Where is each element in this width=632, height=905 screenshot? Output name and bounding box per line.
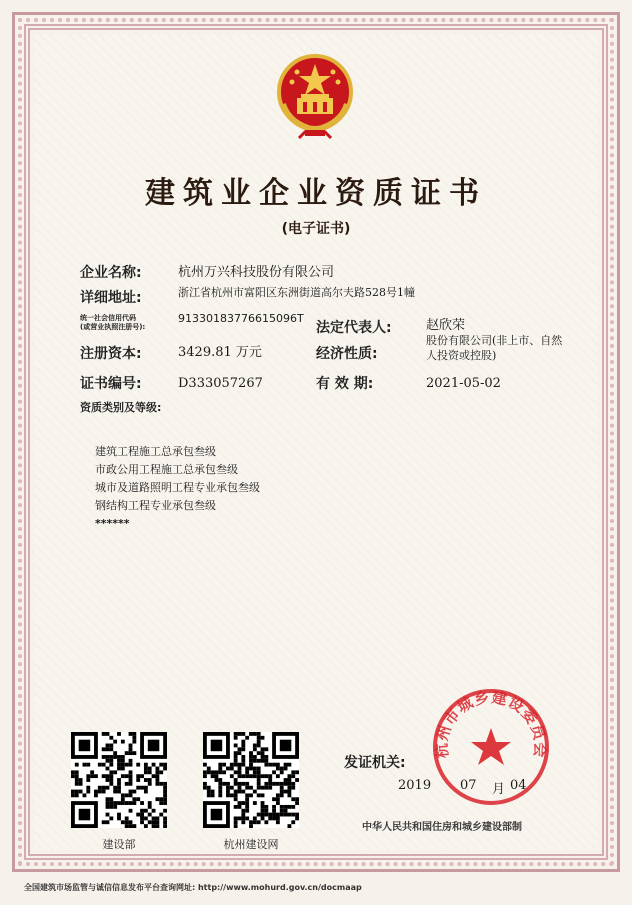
legal-rep-value: 赵欣荣: [426, 318, 466, 333]
qualification-item: 市政公用工程施工总承包叁级: [95, 463, 238, 476]
qualification-end-marker: ******: [95, 517, 130, 530]
capital-label: 注册资本:: [80, 346, 142, 362]
issue-year: 2019: [398, 778, 432, 793]
cert-no-value: D333057267: [178, 376, 263, 391]
qualification-item: 建筑工程施工总承包叁级: [95, 445, 216, 458]
issuer-label: 发证机关:: [344, 755, 406, 771]
certificate-subtitle: (电子证书): [281, 221, 351, 237]
qr-code-icon[interactable]: [71, 732, 167, 828]
qualification-item: 城市及道路照明工程专业承包叁级: [95, 481, 260, 494]
issue-month: 07: [460, 778, 477, 793]
credit-code-label-line1: 统一社会信用代码: [80, 314, 136, 322]
company-name-label: 企业名称:: [80, 265, 142, 281]
capital-value: 3429.81 万元: [178, 345, 262, 360]
address-label: 详细地址:: [80, 290, 142, 306]
national-emblem-icon: [275, 52, 355, 144]
footer-query-url: 全国建筑市场监管与诚信信息发布平台查询网址: http://www.mohurd.gov.cn/docmaap: [24, 883, 362, 892]
qr-code-icon[interactable]: [203, 732, 299, 828]
qualification-list: [95, 443, 260, 533]
issue-day: 04: [510, 778, 527, 793]
credit-code-label-line2: (或营业执照注册号):: [80, 323, 146, 331]
legal-rep-label: 法定代表人:: [316, 320, 392, 336]
qr-left-label: 建设部: [102, 838, 136, 851]
issue-month-char: 月: [492, 782, 506, 797]
econ-nature-label: 经济性质:: [316, 346, 378, 362]
qualification-label: 资质类别及等级:: [80, 401, 162, 414]
cert-no-label: 证书编号:: [80, 376, 142, 392]
certificate-title: 建筑业企业资质证书: [145, 176, 487, 211]
svg-text:杭州市城乡建设委员会: 杭州市城乡建设委员会: [432, 688, 550, 759]
econ-nature-value: 股份有限公司(非上市、自然人投资或控股): [426, 334, 563, 362]
credit-code-value: 91330183776615096T: [178, 312, 304, 325]
valid-value: 2021-05-02: [426, 376, 501, 391]
ministry-line: 中华人民共和国住房和城乡建设部制: [362, 822, 522, 833]
qualification-item: 钢结构工程专业承包叁级: [95, 499, 216, 512]
company-name-value: 杭州万兴科技股份有限公司: [178, 265, 335, 280]
qr-right-label: 杭州建设网: [223, 838, 279, 851]
valid-label: 有 效 期:: [316, 376, 374, 392]
address-value: 浙江省杭州市富阳区东洲街道高尔夫路528号1幢: [178, 286, 415, 299]
official-seal-icon: [430, 686, 552, 808]
